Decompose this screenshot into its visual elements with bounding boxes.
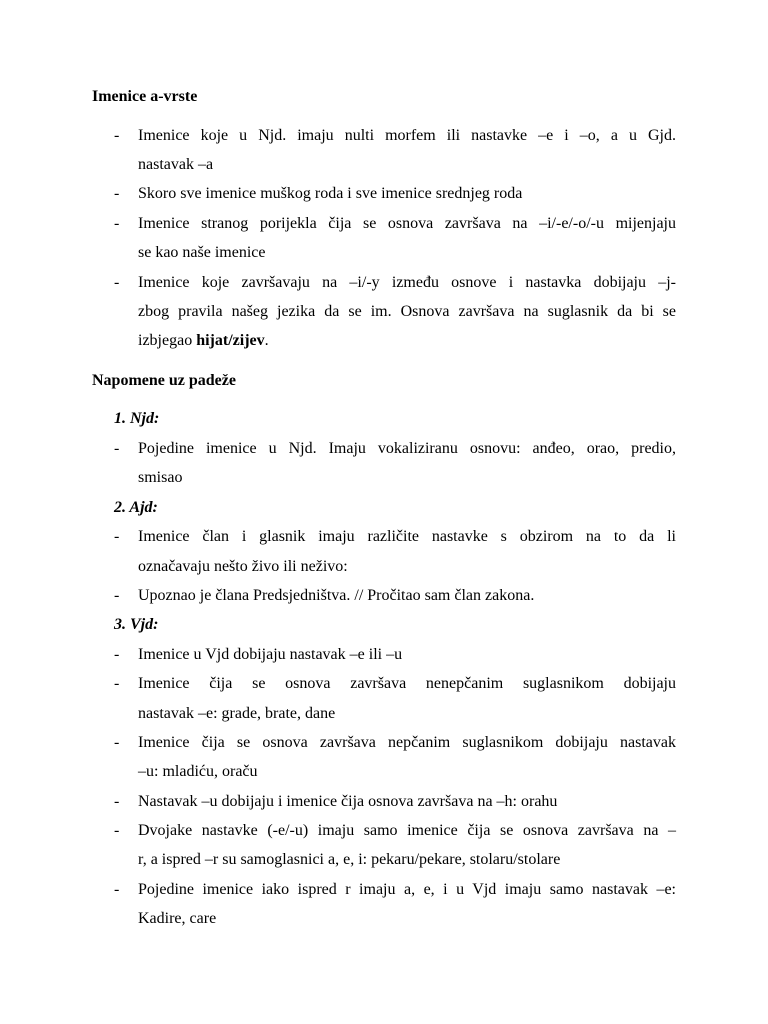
list-item-line: Imenice koje završavaju na –i/-y između osnove i nastavka dobijaju –j- xyxy=(138,274,676,291)
list-item-line: Upoznao je člana Predsjedništva. // Pročitao sam član zakona. xyxy=(138,587,535,604)
list-item-line: nastavak –e: grade, brate, dane xyxy=(138,705,336,722)
list-item-line: Imenice u Vjd dobijaju nastavak –e ili –u xyxy=(138,646,403,663)
list-dash: - xyxy=(114,734,120,751)
list-item-line: Imenice čija se osnova završava nenepčanim suglasnikom dobijaju xyxy=(138,675,676,692)
text-segment: izbjegao xyxy=(138,332,197,349)
list-dash: - xyxy=(114,675,120,692)
page-title: Imenice a-vrste xyxy=(92,88,198,105)
list-item-line: Dvojake nastavke (-e/-u) imaju samo imenice čija se osnova završava na – xyxy=(138,822,676,839)
list-item-line: –u: mladiću, oraču xyxy=(138,763,258,780)
list-dash: - xyxy=(114,793,120,810)
list-item-line: Kadire, care xyxy=(138,910,217,927)
list-item-line: Pojedine imenice u Njd. Imaju vokaliziranu osnovu: anđeo, orao, predio, xyxy=(138,440,676,457)
section-heading: Napomene uz padeže xyxy=(92,372,236,389)
case-label: 3. Vjd: xyxy=(114,616,159,633)
case-label: 1. Njd: xyxy=(114,410,160,427)
list-item-line: Imenice stranog porijekla čija se osnova završava na –i/-e/-o/-u mijenjaju xyxy=(138,215,676,232)
list-dash: - xyxy=(114,440,120,457)
list-dash: - xyxy=(114,215,120,232)
list-dash: - xyxy=(114,822,120,839)
list-dash: - xyxy=(114,185,120,202)
list-item-line: smisao xyxy=(138,469,183,486)
list-item-line: zbog pravila našeg jezika da se im. Osnova završava na suglasnik da bi se xyxy=(138,303,676,320)
list-dash: - xyxy=(114,881,120,898)
list-dash: - xyxy=(114,274,120,291)
list-item-line xyxy=(138,331,676,351)
list-item-line: Imenice koje u Njd. imaju nulti morfem ili nastavke –e i –o, a u Gjd. xyxy=(138,127,676,144)
list-dash: - xyxy=(114,528,120,545)
bold-term: hijat/zijev xyxy=(196,332,265,349)
text-segment: . xyxy=(264,332,269,349)
list-item-line: Nastavak –u dobijaju i imenice čija osnova završava na –h: orahu xyxy=(138,793,558,810)
list-item-line: Skoro sve imenice muškog roda i sve imenice srednjeg roda xyxy=(138,185,523,202)
list-item-line: Imenice član i glasnik imaju različite nastavke s obzirom na to da li xyxy=(138,528,676,545)
list-item-line: Imenice čija se osnova završava nepčanim suglasnikom dobijaju nastavak xyxy=(138,734,676,751)
list-item-line: Pojedine imenice iako ispred r imaju a, e, i u Vjd imaju samo nastavak –e: xyxy=(138,881,676,898)
list-item-line: označavaju nešto živo ili neživo: xyxy=(138,558,348,575)
case-label: 2. Ajd: xyxy=(114,499,158,516)
list-dash: - xyxy=(114,646,120,663)
list-dash: - xyxy=(114,127,120,144)
list-item-line: se kao naše imenice xyxy=(138,244,266,261)
list-dash: - xyxy=(114,587,120,604)
list-item-line: nastavak –a xyxy=(138,156,214,173)
list-item-line: r, a ispred –r su samoglasnici a, e, i: pekaru/pekare, stolaru/stolare xyxy=(138,851,561,868)
